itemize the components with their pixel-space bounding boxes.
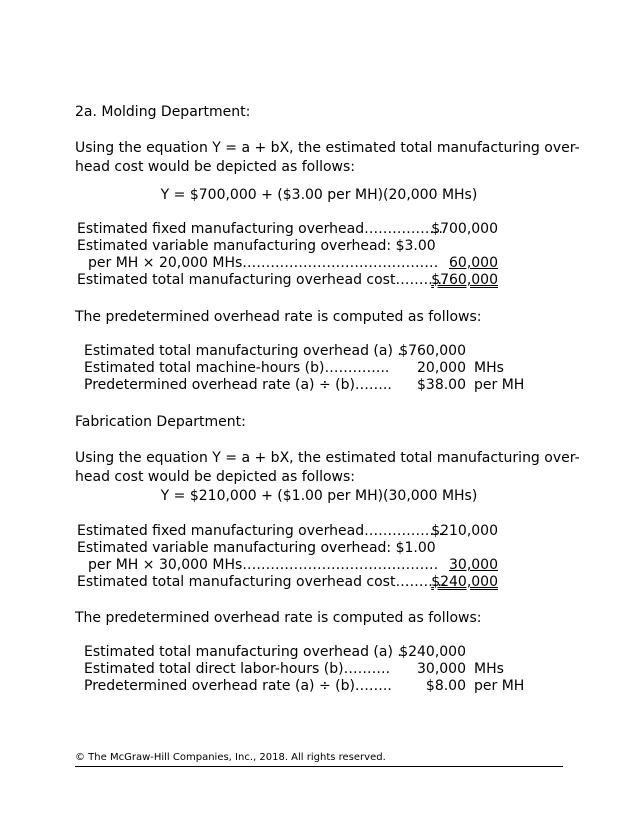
molding-rate-amount: 20,000 <box>417 360 466 376</box>
molding-rate-label: Predetermined overhead rate (a) ÷ (b)…….. <box>84 377 392 393</box>
molding-total-amount: $760,000 <box>431 272 498 288</box>
molding-variable-label-1: Estimated variable manufacturing overhead: $3.00 <box>77 238 436 254</box>
molding-rate-unit: MHs <box>474 360 504 376</box>
molding-fixed-label: Estimated fixed manufacturing overhead…………….. <box>77 221 444 237</box>
fabrication-intro-line2: head cost would be depicted as follows: <box>75 469 355 485</box>
molding-heading: 2a. Molding Department: <box>75 104 251 120</box>
fabrication-fixed-amount: $210,000 <box>431 523 498 539</box>
molding-equation: Y = $700,000 + ($3.00 per MH)(20,000 MHs) <box>160 187 478 203</box>
molding-intro-line1: Using the equation Y = a + bX, the estimated total manufacturing over- <box>75 140 580 156</box>
molding-rate-unit: per MH <box>474 377 525 393</box>
footer-rule <box>75 766 563 767</box>
fabrication-total-amount: $240,000 <box>431 574 498 590</box>
molding-rate-amount: $760,000 <box>399 343 466 359</box>
molding-variable-label-2: per MH × 20,000 MHs…………………………………… <box>88 255 439 271</box>
copyright-notice: © The McGraw-Hill Companies, Inc., 2018. All rights reserved. <box>75 752 386 763</box>
fabrication-heading: Fabrication Department: <box>75 414 246 430</box>
fabrication-variable-label-1: Estimated variable manufacturing overhead: $1.00 <box>77 540 436 556</box>
fabrication-rate-amount: 30,000 <box>417 661 466 677</box>
fabrication-rate-label: Estimated total manufacturing overhead (a) . <box>84 644 402 660</box>
fabrication-rate-intro: The predetermined overhead rate is computed as follows: <box>75 610 482 626</box>
molding-rate-label: Estimated total manufacturing overhead (a) . <box>84 343 402 359</box>
fabrication-rate-amount: $240,000 <box>399 644 466 660</box>
molding-intro-line2: head cost would be depicted as follows: <box>75 159 355 175</box>
fabrication-variable-amount: 30,000 <box>449 557 498 573</box>
fabrication-intro-line1: Using the equation Y = a + bX, the estimated total manufacturing over- <box>75 450 580 466</box>
fabrication-rate-unit: per MH <box>474 678 525 694</box>
fabrication-variable-label-2: per MH × 30,000 MHs…………………………………… <box>88 557 439 573</box>
molding-rate-label: Estimated total machine-hours (b)………….. <box>84 360 390 376</box>
molding-fixed-amount: $700,000 <box>431 221 498 237</box>
fabrication-rate-unit: MHs <box>474 661 504 677</box>
fabrication-rate-amount: $8.00 <box>425 678 466 694</box>
fabrication-rate-label: Predetermined overhead rate (a) ÷ (b)…….. <box>84 678 392 694</box>
fabrication-equation: Y = $210,000 + ($1.00 per MH)(30,000 MHs) <box>160 488 478 504</box>
molding-total-label: Estimated total manufacturing overhead cost……….. <box>77 272 447 288</box>
molding-rate-intro: The predetermined overhead rate is computed as follows: <box>75 309 482 325</box>
molding-rate-amount: $38.00 <box>417 377 466 393</box>
fabrication-fixed-label: Estimated fixed manufacturing overhead…………….. <box>77 523 444 539</box>
fabrication-total-label: Estimated total manufacturing overhead cost……….. <box>77 574 447 590</box>
molding-variable-amount: 60,000 <box>449 255 498 271</box>
fabrication-rate-label: Estimated total direct labor-hours (b)………. <box>84 661 391 677</box>
